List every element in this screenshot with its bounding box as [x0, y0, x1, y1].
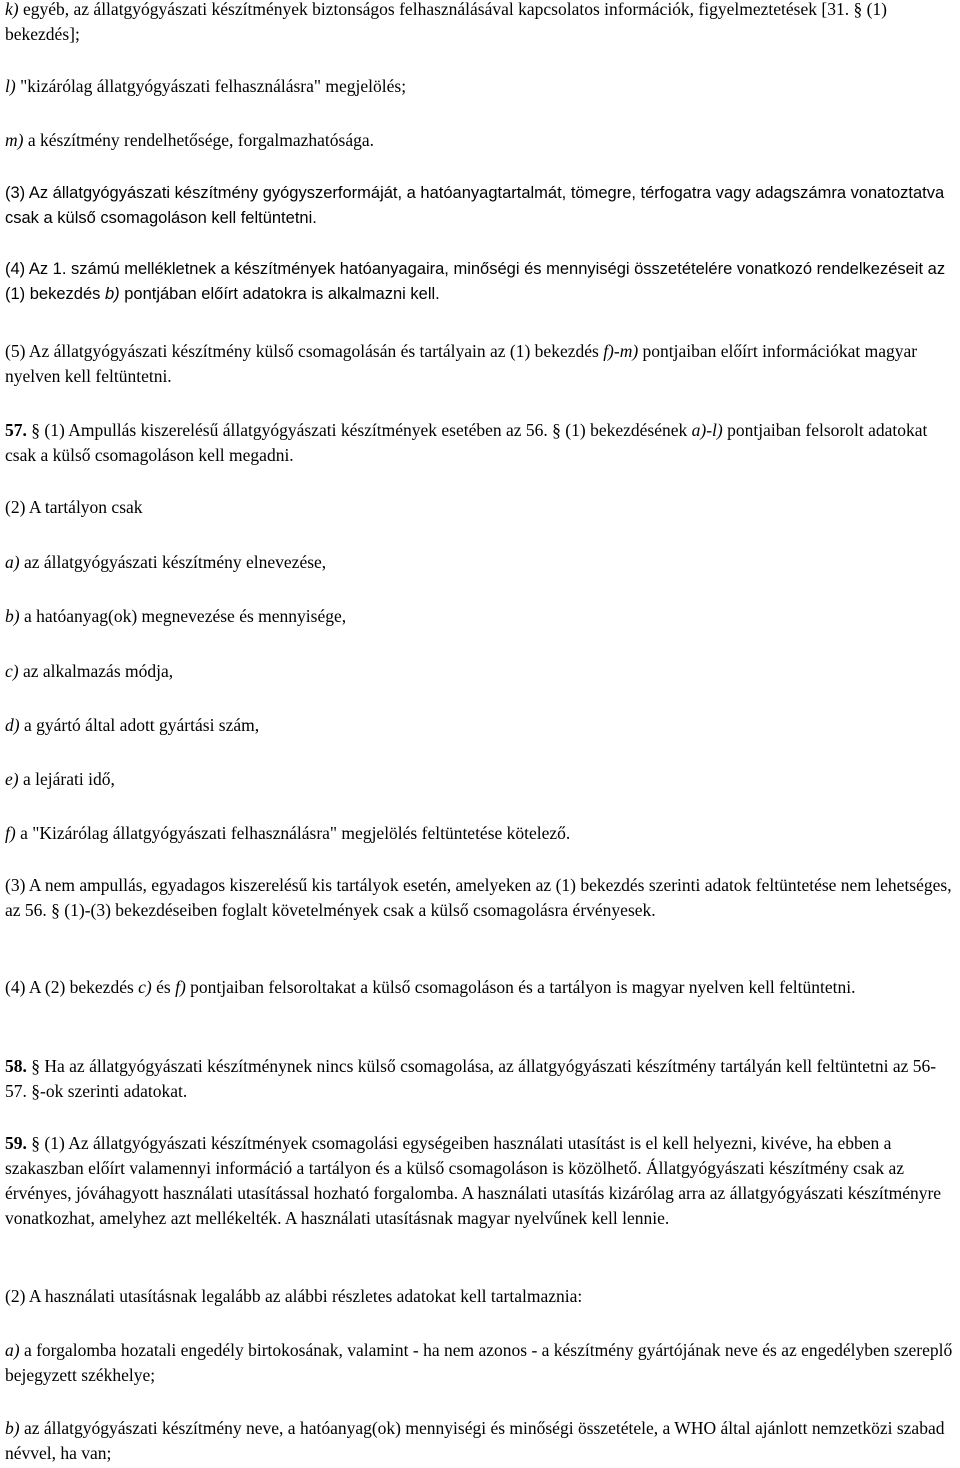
section-number: 58.: [5, 1056, 27, 1076]
section-57-paragraph-3: (3) A nem ampullás, egyadagos kiszerelésű kis tartályok esetén, amelyeken az (1) bekezdés szerinti adatok feltüntetése nem lehetséges, az 56. § (1)-(3) bekezdéseiben foglalt követelmények csak a külső csomagolásra érvényesek.: [5, 875, 952, 920]
paragraph-l: [5, 74, 957, 99]
item-letter: a): [5, 1340, 20, 1360]
section-57-paragraph-2: (2) A tartályon csak: [5, 497, 143, 517]
section-number: 57.: [5, 420, 27, 440]
paragraph-text: "kizárólag állatgyógyászati felhasználásra" megjelölés;: [15, 76, 407, 96]
section-58: 58. § Ha az állatgyógyászati készítménynek nincs külső csomagolása, az állatgyógyászati készítmény tartályán kell feltüntetni az 56-57. §-ok szerinti adatokat.: [5, 1056, 937, 1101]
section-57: 57. § (1) Ampullás kiszerelésű állatgyógyászati készítmények esetében az 56. § (1) bekezdésének a)-l) pontjaiban felsorolt adatokat csak a külső csomagoláson kell megadni.: [5, 420, 928, 465]
section-57-paragraph-4: (4) A (2) bekezdés c) és f) pontjaiban felsoroltakat a külső csomagoláson és a tartályon is magyar nyelven kell feltüntetni.: [5, 977, 856, 997]
item-letter: m): [5, 130, 24, 150]
list-item-f: f) a "Kizárólag állatgyógyászati felhasználásra" megjelölés feltüntetése kötelező.: [5, 823, 571, 843]
item-reference: a)-l): [691, 420, 723, 440]
paragraph-m: [5, 128, 957, 153]
item-reference: b): [104, 285, 120, 303]
paragraph-k: [5, 0, 957, 47]
item-letter: c): [5, 661, 19, 681]
item-letter: f): [5, 823, 16, 843]
item-letter: l): [5, 76, 16, 96]
item-letter: b): [5, 606, 20, 626]
item-letter: e): [5, 769, 19, 789]
paragraph-text: a készítmény rendelhetősége, forgalmazhatósága.: [23, 130, 374, 150]
item-reference: c): [138, 977, 152, 997]
item-reference: f): [175, 977, 186, 997]
section-59: 59. § (1) Az állatgyógyászati készítmények csomagolási egységeiben használati utasítást is el kell helyezni, kivéve, ha ebben a szakaszban előírt valamennyi információ a tartályon és a külső csomagoláson is közölhető. Állatgyógyászati készítmény csak az érvényes, jóváhagyott használati utasítással hozható forgalomba. A használati utasítás kizárólag arra az állatgyógyászati készítményre vonatkozhat, amelyhez azt mellékelték. A használati utasításnak magyar nyelvűnek kell lennie.: [5, 1133, 942, 1228]
list-item-a: a) az állatgyógyászati készítmény elnevezése,: [5, 552, 327, 572]
section-59-paragraph-2: (2) A használati utasításnak legalább az alábbi részletes adatokat kell tartalmaznia:: [5, 1286, 583, 1306]
list-item-e: e) a lejárati idő,: [5, 769, 115, 789]
section-59-item-a: a) a forgalomba hozatali engedély birtokosának, valamint - ha nem azonos - a készítmény gyártójának neve és az engedélyben szereplő bejegyzett székhelye;: [5, 1340, 953, 1385]
item-letter: d): [5, 715, 20, 735]
paragraph-4: (4) Az 1. számú mellékletnek a készítmények hatóanyagaira, minőségi és mennyiségi összetételére vonatkozó rendelkezéseit az (1) bekezdés b) pontjában előírt adatokra is alkalmazni kell.: [5, 260, 946, 303]
paragraph-text: egyéb, az állatgyógyászati készítmények biztonságos felhasználásával kapcsolatos információk, figyelmeztetések [31. § (1) bekezdés];: [5, 0, 887, 44]
item-letter: k): [5, 0, 19, 19]
list-item-d: d) a gyártó által adott gyártási szám,: [5, 715, 260, 735]
item-letter: a): [5, 552, 20, 572]
item-reference: f)-m): [603, 341, 639, 361]
section-number: 59.: [5, 1133, 27, 1153]
list-item-c: c) az alkalmazás módja,: [5, 661, 174, 681]
section-59-item-b: b) az állatgyógyászati készítmény neve, a hatóanyag(ok) mennyiségi és minőségi összetétele, a WHO által ajánlott nemzetközi szabad névvel, ha van;: [5, 1418, 945, 1463]
item-letter: b): [5, 1418, 20, 1438]
paragraph-5: (5) Az állatgyógyászati készítmény külső csomagolásán és tartályain az (1) bekezdés f)-m) pontjaiban előírt információkat magyar nyelven kell feltüntetni.: [5, 341, 918, 386]
list-item-b: b) a hatóanyag(ok) megnevezése és mennyisége,: [5, 606, 347, 626]
paragraph-3: (3) Az állatgyógyászati készítmény gyógyszerformáját, a hatóanyagtartalmát, tömegre, térfogatra vagy adagszámra vonatoztatva csak a külső csomagoláson kell feltüntetni.: [5, 184, 945, 227]
